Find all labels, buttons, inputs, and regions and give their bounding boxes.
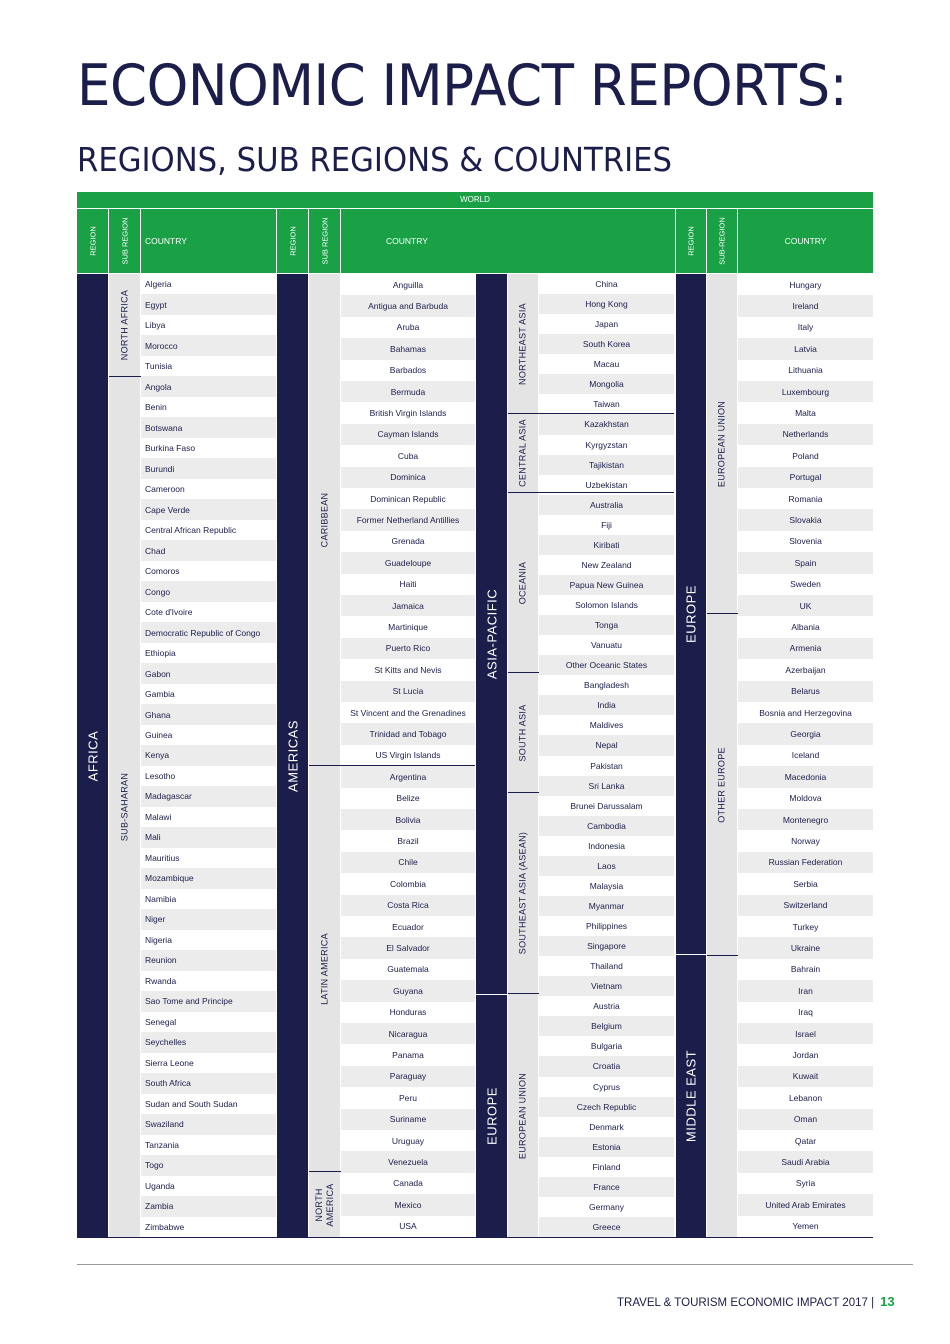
country-cell: Benin: [145, 402, 167, 413]
page-number: 13: [880, 1294, 895, 1309]
country-cell: Ukraine: [738, 937, 873, 958]
country-cell: US Virgin Islands: [375, 750, 441, 761]
country-cell: Martinique: [388, 622, 428, 633]
country-cell: Papua New Guinea: [539, 575, 674, 595]
country-cell: Egypt: [141, 294, 276, 314]
country-cell: Puerto Rico: [341, 638, 475, 659]
subregion-other-europe: OTHER EUROPE: [707, 614, 737, 955]
country-cell: Portugal: [738, 467, 873, 488]
country-cell: Colombia: [390, 878, 426, 889]
country-cell: Brunei Darussalam: [570, 800, 643, 811]
country-cell: Guadeloupe: [341, 552, 475, 573]
country-cell: Ireland: [738, 295, 873, 316]
header-subregion-1: SUB REGION: [109, 209, 140, 273]
country-cell: USA: [399, 1221, 417, 1232]
header-country-2: COUNTRY: [341, 209, 675, 273]
country-cell: Estonia: [539, 1137, 674, 1157]
country-cell: Cape Verde: [141, 499, 276, 519]
country-cell: St Vincent and the Grenadines: [350, 707, 466, 718]
country-cell: Taiwan: [593, 399, 620, 410]
country-cell: India: [539, 695, 674, 715]
page-title: ECONOMIC IMPACT REPORTS:: [77, 53, 848, 119]
country-cell: Kyrgyzstan: [585, 439, 628, 450]
country-cell: Paraguay: [341, 1066, 475, 1087]
country-cell: Fiji: [601, 519, 612, 530]
country-cell: Malawi: [145, 811, 172, 822]
country-cell: Seychelles: [141, 1032, 276, 1052]
country-cell: Lithuania: [788, 365, 823, 376]
country-cell: Aruba: [396, 322, 420, 333]
country-cell: UK: [738, 595, 873, 616]
country-cell: Bulgaria: [590, 1041, 623, 1052]
country-cell: Vanuatu: [590, 640, 623, 651]
country-cell: Ecuador: [392, 921, 424, 932]
country-cell: Jamaica: [341, 595, 475, 616]
header-region-1: REGION: [77, 209, 108, 273]
country-cell: Gambia: [145, 689, 175, 700]
country-cell: Niger: [141, 909, 276, 929]
country-cell: Central African Republic: [145, 525, 237, 536]
country-cell: Macau: [593, 359, 620, 370]
regions-table: [77, 192, 873, 1238]
header-subregion-3: SUB-REGION: [707, 209, 737, 273]
page-footer: [617, 1294, 895, 1309]
country-cell: Germany: [589, 1201, 624, 1212]
page-subtitle: REGIONS, SUB REGIONS & COUNTRIES: [77, 140, 672, 179]
country-cell: Cambodia: [539, 816, 674, 836]
country-cell: Singapore: [539, 936, 674, 956]
country-cell: Ethiopia: [145, 648, 176, 659]
country-cell: Denmark: [589, 1121, 624, 1132]
country-cell: Lebanon: [788, 1092, 823, 1103]
country-cell: United Arab Emirates: [738, 1194, 873, 1215]
country-cell: Burkina Faso: [145, 443, 196, 454]
footer-text: TRAVEL & TOURISM ECONOMIC IMPACT 2017: [617, 1297, 868, 1309]
country-cell: Cayman Islands: [341, 424, 475, 445]
country-cell: China: [595, 279, 618, 290]
country-cell: Uganda: [145, 1180, 175, 1191]
subregion-oceania: OCEANIA: [508, 493, 538, 672]
country-cell: Thailand: [590, 961, 623, 972]
country-cell: Cameroon: [145, 484, 185, 495]
country-cell: Sweden: [790, 579, 821, 590]
country-cell: Vietnam: [539, 976, 674, 996]
country-cell: South Korea: [539, 334, 674, 354]
country-cell: Ghana: [141, 704, 276, 724]
country-cell: Oman: [738, 1109, 873, 1130]
country-cell: Latvia: [738, 338, 873, 359]
world-header: WORLD: [77, 192, 873, 208]
country-cell: El Salvador: [341, 937, 475, 958]
country-cell: Qatar: [794, 1135, 817, 1146]
country-cell: St Lucia: [341, 681, 475, 702]
country-cell: Nicaragua: [341, 1023, 475, 1044]
country-cell: Pakistan: [590, 760, 623, 771]
country-cell: Bolivia: [341, 809, 475, 830]
country-cell: Venezuela: [341, 1151, 475, 1172]
country-cell: Guyana: [341, 980, 475, 1001]
country-cell: New Zealand: [581, 559, 632, 570]
country-cell: Swaziland: [141, 1114, 276, 1134]
country-cell: Sao Tome and Principe: [141, 991, 276, 1011]
footer-divider: |: [871, 1297, 875, 1309]
country-cell: Sudan and South Sudan: [145, 1098, 238, 1109]
country-cell: Democratic Republic of Congo: [141, 622, 276, 642]
region-middle-east: MIDDLE EAST: [676, 955, 706, 1237]
country-cell: Bahamas: [341, 338, 475, 359]
country-cell: Zambia: [141, 1196, 276, 1216]
header-region-3: REGION: [676, 209, 706, 273]
country-cell: Hong Kong: [539, 294, 674, 314]
country-cell: Israel: [738, 1023, 873, 1044]
country-cell: Hungary: [789, 279, 822, 290]
country-cell: Malta: [795, 408, 816, 419]
country-cell: Romania: [788, 493, 823, 504]
country-cell: Yemen: [792, 1221, 819, 1232]
subregion-southeast-asia: SOUTHEAST ASIA (ASEAN): [508, 793, 538, 993]
region-americas: AMERICAS: [277, 274, 308, 1237]
country-cell: Comoros: [145, 566, 180, 577]
country-cell: Nepal: [539, 735, 674, 755]
subregion-middle-east: [707, 956, 737, 1237]
country-cell: Namibia: [145, 893, 177, 904]
country-cell: Malaysia: [589, 880, 624, 891]
country-cell: Dominica: [341, 467, 475, 488]
region-asia-pacific: ASIA-PACIFIC: [476, 274, 507, 994]
country-cell: Angola: [141, 376, 276, 396]
country-cell: Syria: [795, 1178, 816, 1189]
region-europe-2: EUROPE: [476, 995, 507, 1237]
country-cell: Grenada: [391, 536, 425, 547]
country-cell: Brazil: [397, 836, 419, 847]
country-cell: Georgia: [738, 723, 873, 744]
subregion-north-america: NORTH AMERICA: [309, 1172, 340, 1237]
country-cell: Burundi: [141, 458, 276, 478]
header-country-3: COUNTRY: [738, 209, 873, 273]
country-cell: Cyprus: [593, 1081, 620, 1092]
country-cell: Italy: [797, 322, 814, 333]
subregion-latin-america: LATIN AMERICA: [309, 766, 340, 1171]
country-cell: Czech Republic: [539, 1097, 674, 1117]
country-cell: Anguilla: [392, 279, 424, 290]
country-cell: Albania: [791, 622, 820, 633]
country-cell: Chile: [341, 852, 475, 873]
country-cell: Canada: [393, 1178, 423, 1189]
subregion-south-asia: SOUTH ASIA: [508, 673, 538, 792]
country-cell: Moldova: [789, 793, 822, 804]
country-cell: Myanmar: [539, 896, 674, 916]
country-cell: Russian Federation: [738, 852, 873, 873]
country-cell: Bangladesh: [584, 680, 629, 691]
country-cell: Libya: [145, 320, 166, 331]
country-cell: Spain: [738, 552, 873, 573]
country-cell: Iraq: [798, 1007, 813, 1018]
country-cell: Philippines: [585, 921, 628, 932]
country-cell: Mozambique: [141, 868, 276, 888]
country-cell: Austria: [593, 1001, 620, 1012]
subregion-central-asia: CENTRAL ASIA: [508, 414, 538, 492]
country-cell: Honduras: [389, 1007, 427, 1018]
country-cell: France: [539, 1177, 674, 1197]
country-cell: Madagascar: [141, 786, 276, 806]
country-cell: Peru: [399, 1092, 417, 1103]
country-cell: Reunion: [141, 950, 276, 970]
country-cell: Tunisia: [145, 361, 173, 372]
country-cell: Laos: [539, 856, 674, 876]
country-cell: Guatemala: [387, 964, 429, 975]
country-cell: Guinea: [145, 730, 173, 740]
country-cell: Switzerland: [738, 895, 873, 916]
country-cell: Former Netherland Antillies: [341, 509, 475, 530]
region-africa: AFRICA: [77, 274, 108, 1237]
country-cell: Solomon Islands: [575, 600, 638, 611]
country-cell: Tajikistan: [539, 455, 674, 475]
country-cell: South Africa: [141, 1073, 276, 1093]
country-cell: Gabon: [141, 663, 276, 683]
country-cell: Sierra Leone: [145, 1057, 194, 1068]
country-cell: Netherlands: [738, 424, 873, 445]
country-cell: Sri Lanka: [539, 776, 674, 796]
country-cell: Other Oceanic States: [539, 655, 674, 675]
africa-country-list: [141, 274, 276, 1237]
country-cell: Tonga: [539, 615, 674, 635]
country-cell: Turkey: [792, 921, 819, 932]
header-subregion-2: SUB REGION: [309, 209, 340, 273]
country-cell: Azerbaijan: [785, 664, 826, 675]
subregion-european-union: EUROPEAN UNION: [707, 274, 737, 613]
country-cell: Dominican Republic: [370, 493, 446, 504]
country-cell: Mexico: [341, 1194, 475, 1215]
country-cell: Mali: [141, 827, 276, 847]
subregion-sub-saharan: SUB-SAHARAN: [109, 377, 140, 1237]
country-cell: Poland: [792, 450, 819, 461]
country-cell: Panama: [392, 1050, 424, 1061]
country-cell: Bosnia and Herzegovina: [759, 707, 852, 718]
country-cell: Botswana: [141, 417, 276, 437]
country-cell: Haiti: [399, 579, 417, 590]
header-country-1: COUNTRY: [141, 209, 276, 273]
country-cell: Indonesia: [588, 840, 625, 851]
country-cell: Uzbekistan: [585, 479, 628, 490]
country-cell: Bermuda: [341, 381, 475, 402]
country-cell: Bahrain: [790, 964, 821, 975]
country-cell: Algeria: [145, 279, 172, 290]
country-cell: Rwanda: [145, 975, 177, 986]
country-cell: Japan: [594, 319, 619, 330]
country-cell: Australia: [539, 495, 674, 515]
country-cell: Barbados: [389, 365, 427, 376]
subregion-north-africa: NORTH AFRICA: [109, 274, 140, 376]
country-cell: Belgium: [539, 1016, 674, 1036]
country-cell: Argentina: [341, 766, 475, 787]
country-cell: Nigeria: [145, 934, 172, 945]
region-europe: EUROPE: [676, 274, 706, 954]
country-cell: Cuba: [397, 450, 419, 461]
country-cell: Slovenia: [789, 536, 822, 547]
country-cell: Armenia: [738, 638, 873, 659]
country-cell: Togo: [141, 1155, 276, 1175]
subregion-northeast-asia: NORTHEAST ASIA: [508, 274, 538, 413]
country-cell: Senegal: [145, 1016, 177, 1027]
country-cell: Mongolia: [539, 374, 674, 394]
country-cell: Antigua and Barbuda: [341, 295, 475, 316]
country-cell: Chad: [141, 540, 276, 560]
country-cell: Norway: [791, 836, 820, 847]
country-cell: Kiribati: [539, 535, 674, 555]
country-cell: Kenya: [141, 745, 276, 765]
country-cell: Tanzania: [145, 1139, 180, 1150]
country-cell: Uruguay: [391, 1135, 425, 1146]
country-cell: Jordan: [792, 1050, 819, 1061]
subregion-european-union-2: EUROPEAN UNION: [508, 994, 538, 1237]
country-cell: Iran: [738, 980, 873, 1001]
subregion-caribbean: CARIBBEAN: [309, 274, 340, 765]
asia-country-list: [539, 274, 674, 1237]
europe-country-list: [738, 274, 873, 1237]
country-cell: Trinidad and Tobago: [341, 723, 475, 744]
country-cell: Croatia: [539, 1056, 674, 1076]
country-cell: St Kitts and Nevis: [374, 664, 442, 675]
country-cell: Kazakhstan: [539, 414, 674, 434]
country-cell: Finland: [592, 1161, 621, 1172]
country-cell: Slovakia: [738, 509, 873, 530]
country-cell: Belarus: [738, 681, 873, 702]
country-cell: Montenegro: [738, 809, 873, 830]
country-cell: Macedonia: [738, 766, 873, 787]
country-cell: Maldives: [589, 720, 624, 731]
country-cell: Kuwait: [738, 1066, 873, 1087]
country-cell: Greece: [539, 1217, 674, 1237]
country-cell: Congo: [141, 581, 276, 601]
header-region-2: REGION: [277, 209, 308, 273]
country-cell: Iceland: [791, 750, 820, 761]
country-cell: Costa Rica: [341, 895, 475, 916]
country-cell: Mauritius: [145, 852, 180, 863]
country-cell: Saudi Arabia: [738, 1151, 873, 1172]
country-cell: Zimbabwe: [145, 1221, 185, 1232]
country-cell: British Virgin Islands: [369, 408, 447, 419]
country-cell: Serbia: [793, 878, 818, 889]
footer-rule: [77, 1264, 913, 1265]
country-cell: Lesotho: [145, 770, 176, 781]
country-cell: Suriname: [341, 1109, 475, 1130]
country-cell: Morocco: [141, 335, 276, 355]
americas-country-list: [341, 274, 475, 1237]
country-cell: Cote d'Ivoire: [145, 607, 193, 618]
country-cell: Belize: [396, 793, 420, 804]
country-cell: Luxembourg: [738, 381, 873, 402]
